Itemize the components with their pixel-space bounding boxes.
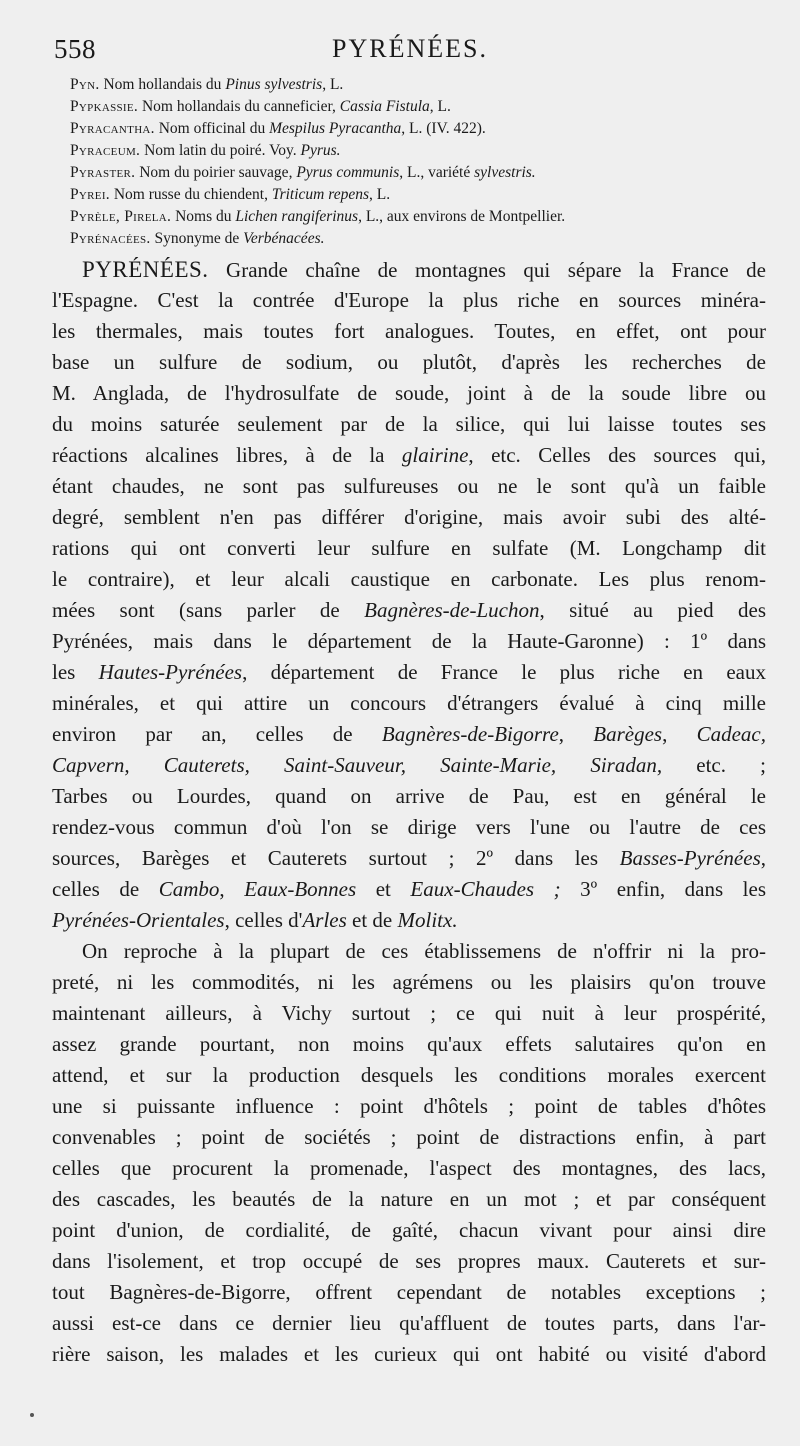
text-run: Synonyme de	[154, 230, 244, 247]
italic-text: Pyrénées-Orientales	[52, 908, 225, 932]
entry-term: Pypkassie.	[70, 98, 139, 115]
italic-text: Capvern, Cauterets, Saint-Sauveur, Sainte-Marie, Siradan,	[52, 753, 663, 777]
text-run: , L., aux environs de Montpellier.	[358, 208, 566, 225]
text-run: , département de France le plus riche en eaux	[242, 660, 766, 684]
italic-text: sylvestris.	[474, 164, 536, 181]
text-line	[52, 1091, 766, 1122]
dictionary-entry	[70, 228, 770, 250]
italic-text: Pyrus.	[300, 142, 341, 159]
text-line	[52, 1122, 766, 1153]
text-line	[52, 905, 766, 936]
running-title: PYRÉNÉES.	[332, 34, 488, 63]
entry-term: Pyracantha.	[70, 120, 155, 137]
text-line	[52, 1184, 766, 1215]
text-line	[52, 626, 766, 657]
italic-text: Bagnères-de-Luchon	[364, 598, 540, 622]
italic-text: Barèges	[593, 722, 663, 746]
text-run: Nom officinal du	[158, 120, 270, 137]
text-run: mées sont (sans parler de	[52, 598, 365, 622]
text-line	[52, 316, 766, 347]
text-line	[52, 1277, 766, 1308]
text-run: convenables ; point de sociétés ; point de distractions enfin, à part	[52, 1125, 766, 1149]
text-line	[52, 1339, 766, 1370]
dictionary-entry	[70, 206, 770, 228]
entry-term: Pyrei.	[70, 186, 110, 203]
text-run: base un sulfure de sodium, ou plutôt, d'après les recherches de	[52, 350, 766, 374]
text-line	[52, 285, 766, 316]
text-run: Nom hollandais du	[103, 76, 226, 93]
text-run: les	[52, 660, 99, 684]
text-line	[52, 502, 766, 533]
text-line	[52, 1215, 766, 1246]
italic-text: Pyrus communis	[296, 164, 400, 181]
text-line	[52, 936, 766, 967]
dictionary-entries	[70, 74, 770, 250]
italic-text: Cambo	[158, 877, 220, 901]
text-line	[52, 657, 766, 688]
text-run: rière saison, les malades et les curieux qui ont habité ou visité d'abord	[52, 1342, 766, 1366]
entry-term: Pyraster.	[70, 164, 136, 181]
text-run: aussi est-ce dans ce dernier lieu qu'affluent de toutes parts, dans l'ar-	[52, 1311, 766, 1335]
text-run: , celles d'	[224, 908, 303, 932]
text-run: des cascades, les beautés de la nature en un mot ; et par conséquent	[52, 1187, 766, 1211]
text-run: Noms du	[175, 208, 236, 225]
italic-text: Arles	[302, 908, 347, 932]
text-run: maintenant ailleurs, à Vichy surtout ; ce qui nuit à leur prospérité,	[52, 1001, 766, 1025]
text-line	[52, 1308, 766, 1339]
margin-dot	[30, 1413, 34, 1417]
text-run: Nom hollandais du canneficier,	[141, 98, 340, 115]
text-run: du moins saturée seulement par de la silice, qui lui laisse toutes ses	[52, 412, 766, 436]
text-run: étant chaudes, ne sont pas sulfureuses ou ne le sont qu'à un faible	[52, 474, 766, 498]
text-run: ,	[558, 722, 594, 746]
page-number: 558	[54, 34, 96, 64]
text-run: et	[356, 877, 411, 901]
text-run: , etc. Celles des sources qui,	[468, 443, 766, 467]
entry-term: Pyraceum.	[70, 142, 141, 159]
text-run: Pyrénées, mais dans le département de la Haute-Garonne) : 1º dans	[52, 629, 766, 653]
text-line	[52, 1153, 766, 1184]
text-run: etc. ;	[662, 753, 766, 777]
text-run: une si puissante influence : point d'hôtels ; point de tables d'hôtes	[52, 1094, 766, 1118]
italic-text: Pinus sylvestris	[225, 76, 323, 93]
text-run: ,	[662, 722, 697, 746]
text-run: rendez-vous commun d'où l'on se dirige vers l'une ou l'autre de ces	[52, 815, 766, 839]
entry-term: Pyrèle, Pirela.	[70, 208, 172, 225]
text-line	[52, 967, 766, 998]
article-body	[52, 254, 766, 1370]
text-run: attend, et sur la production desquels les conditions morales exercent	[52, 1063, 766, 1087]
text-run: , L. (IV. 422).	[401, 120, 486, 137]
text-run: Grande chaîne de montagnes qui sépare la France de	[208, 258, 766, 282]
dictionary-entry	[70, 140, 770, 162]
text-line	[52, 781, 766, 812]
dictionary-entry	[70, 96, 770, 118]
text-run: sources, Barèges et Cauterets surtout ; 2º dans les	[52, 846, 620, 870]
text-run: environ par an, celles de	[52, 722, 382, 746]
text-line	[52, 998, 766, 1029]
text-line	[52, 533, 766, 564]
dictionary-entry	[70, 118, 770, 140]
text-line	[52, 564, 766, 595]
italic-text: Molitx.	[397, 908, 458, 932]
text-line	[52, 750, 766, 781]
text-line	[52, 874, 766, 905]
italic-text: Cassia Fistula	[339, 98, 430, 115]
text-run: ,	[219, 877, 245, 901]
text-line	[52, 471, 766, 502]
text-run: Nom russe du chiendent,	[113, 186, 272, 203]
entry-term: Pyn.	[70, 76, 100, 93]
text-line	[52, 254, 766, 285]
page-header	[50, 34, 770, 74]
text-run: minérales, et qui attire un concours d'étrangers évalué à cinq mille	[52, 691, 766, 715]
text-run: le contraire), et leur alcali caustique en carbonate. Les plus renom-	[52, 567, 766, 591]
text-line	[52, 440, 766, 471]
text-run: On reproche à la plupart de ces établissemens de n'offrir ni la pro-	[82, 939, 766, 963]
italic-text: Mespilus Pyracantha	[269, 120, 402, 137]
text-run: , L.	[322, 76, 344, 93]
text-run: Nom latin du poiré. Voy.	[144, 142, 301, 159]
text-run: dans l'isolement, et trop occupé de ses propres maux. Cauterets et sur-	[52, 1249, 766, 1273]
text-run: 3º enfin, dans les	[560, 877, 767, 901]
italic-text: Cadeac,	[696, 722, 766, 746]
italic-text: Basses-Pyrénées	[619, 846, 761, 870]
text-run: preté, ni les commodités, ni les agrémens ou les plaisirs qu'on trouve	[52, 970, 766, 994]
text-line	[52, 1029, 766, 1060]
text-run: Tarbes ou Lourdes, quand on arrive de Pau, est en général le	[52, 784, 766, 808]
text-run: , L.	[369, 186, 391, 203]
italic-text: glairine	[401, 443, 469, 467]
text-line	[52, 688, 766, 719]
italic-text: Eaux-Chaudes ;	[410, 877, 561, 901]
text-run: , L.	[429, 98, 451, 115]
dictionary-entry	[70, 162, 770, 184]
text-run: point d'union, de cordialité, de gaîté, chacun vivant pour ainsi dire	[52, 1218, 766, 1242]
text-line	[52, 347, 766, 378]
text-line	[52, 595, 766, 626]
text-run: l'Espagne. C'est la contrée d'Europe la plus riche en sources minéra-	[52, 288, 766, 312]
entry-term: Pyrénacées.	[70, 230, 151, 247]
text-run: rations qui ont converti leur sulfure en sulfate (M. Longchamp dit	[52, 536, 766, 560]
text-run: M. Anglada, de l'hydrosulfate de soude, joint à de la soude libre ou	[52, 381, 766, 405]
text-run: , situé au pied des	[539, 598, 766, 622]
text-run: tout Bagnères-de-Bigorre, offrent cependant de notables exceptions ;	[52, 1280, 766, 1304]
text-run: et de	[346, 908, 398, 932]
text-line	[52, 409, 766, 440]
text-run: ,	[760, 846, 766, 870]
dictionary-entry	[70, 184, 770, 206]
dictionary-entry	[70, 74, 770, 96]
text-run: degré, semblent n'en pas différer d'origine, mais avoir subi des alté-	[52, 505, 766, 529]
text-run: celles que procurent la promenade, l'aspect des montagnes, des lacs,	[52, 1156, 766, 1180]
text-run: les thermales, mais toutes fort analogues. Toutes, en effet, ont pour	[52, 319, 766, 343]
italic-text: Eaux-Bonnes	[244, 877, 357, 901]
text-line	[52, 378, 766, 409]
italic-text: Bagnères-de-Bigorre	[381, 722, 559, 746]
italic-text: Hautes-Pyrénées	[98, 660, 243, 684]
italic-text: Lichen rangiferinus	[235, 208, 359, 225]
text-line	[52, 719, 766, 750]
text-line	[52, 1246, 766, 1277]
article-headword: PYRÉNÉES.	[82, 257, 209, 282]
text-line	[52, 1060, 766, 1091]
text-line	[52, 843, 766, 874]
text-run: Nom du poirier sauvage,	[139, 164, 297, 181]
text-run: celles de	[52, 877, 159, 901]
text-line	[52, 812, 766, 843]
italic-text: Verbénacées.	[243, 230, 325, 247]
text-run: , L., variété	[399, 164, 475, 181]
italic-text: Triticum repens	[271, 186, 369, 203]
text-run: assez grande pourtant, non moins qu'aux effets salutaires qu'on en	[52, 1032, 766, 1056]
text-run: réactions alcalines libres, à de la	[52, 443, 402, 467]
